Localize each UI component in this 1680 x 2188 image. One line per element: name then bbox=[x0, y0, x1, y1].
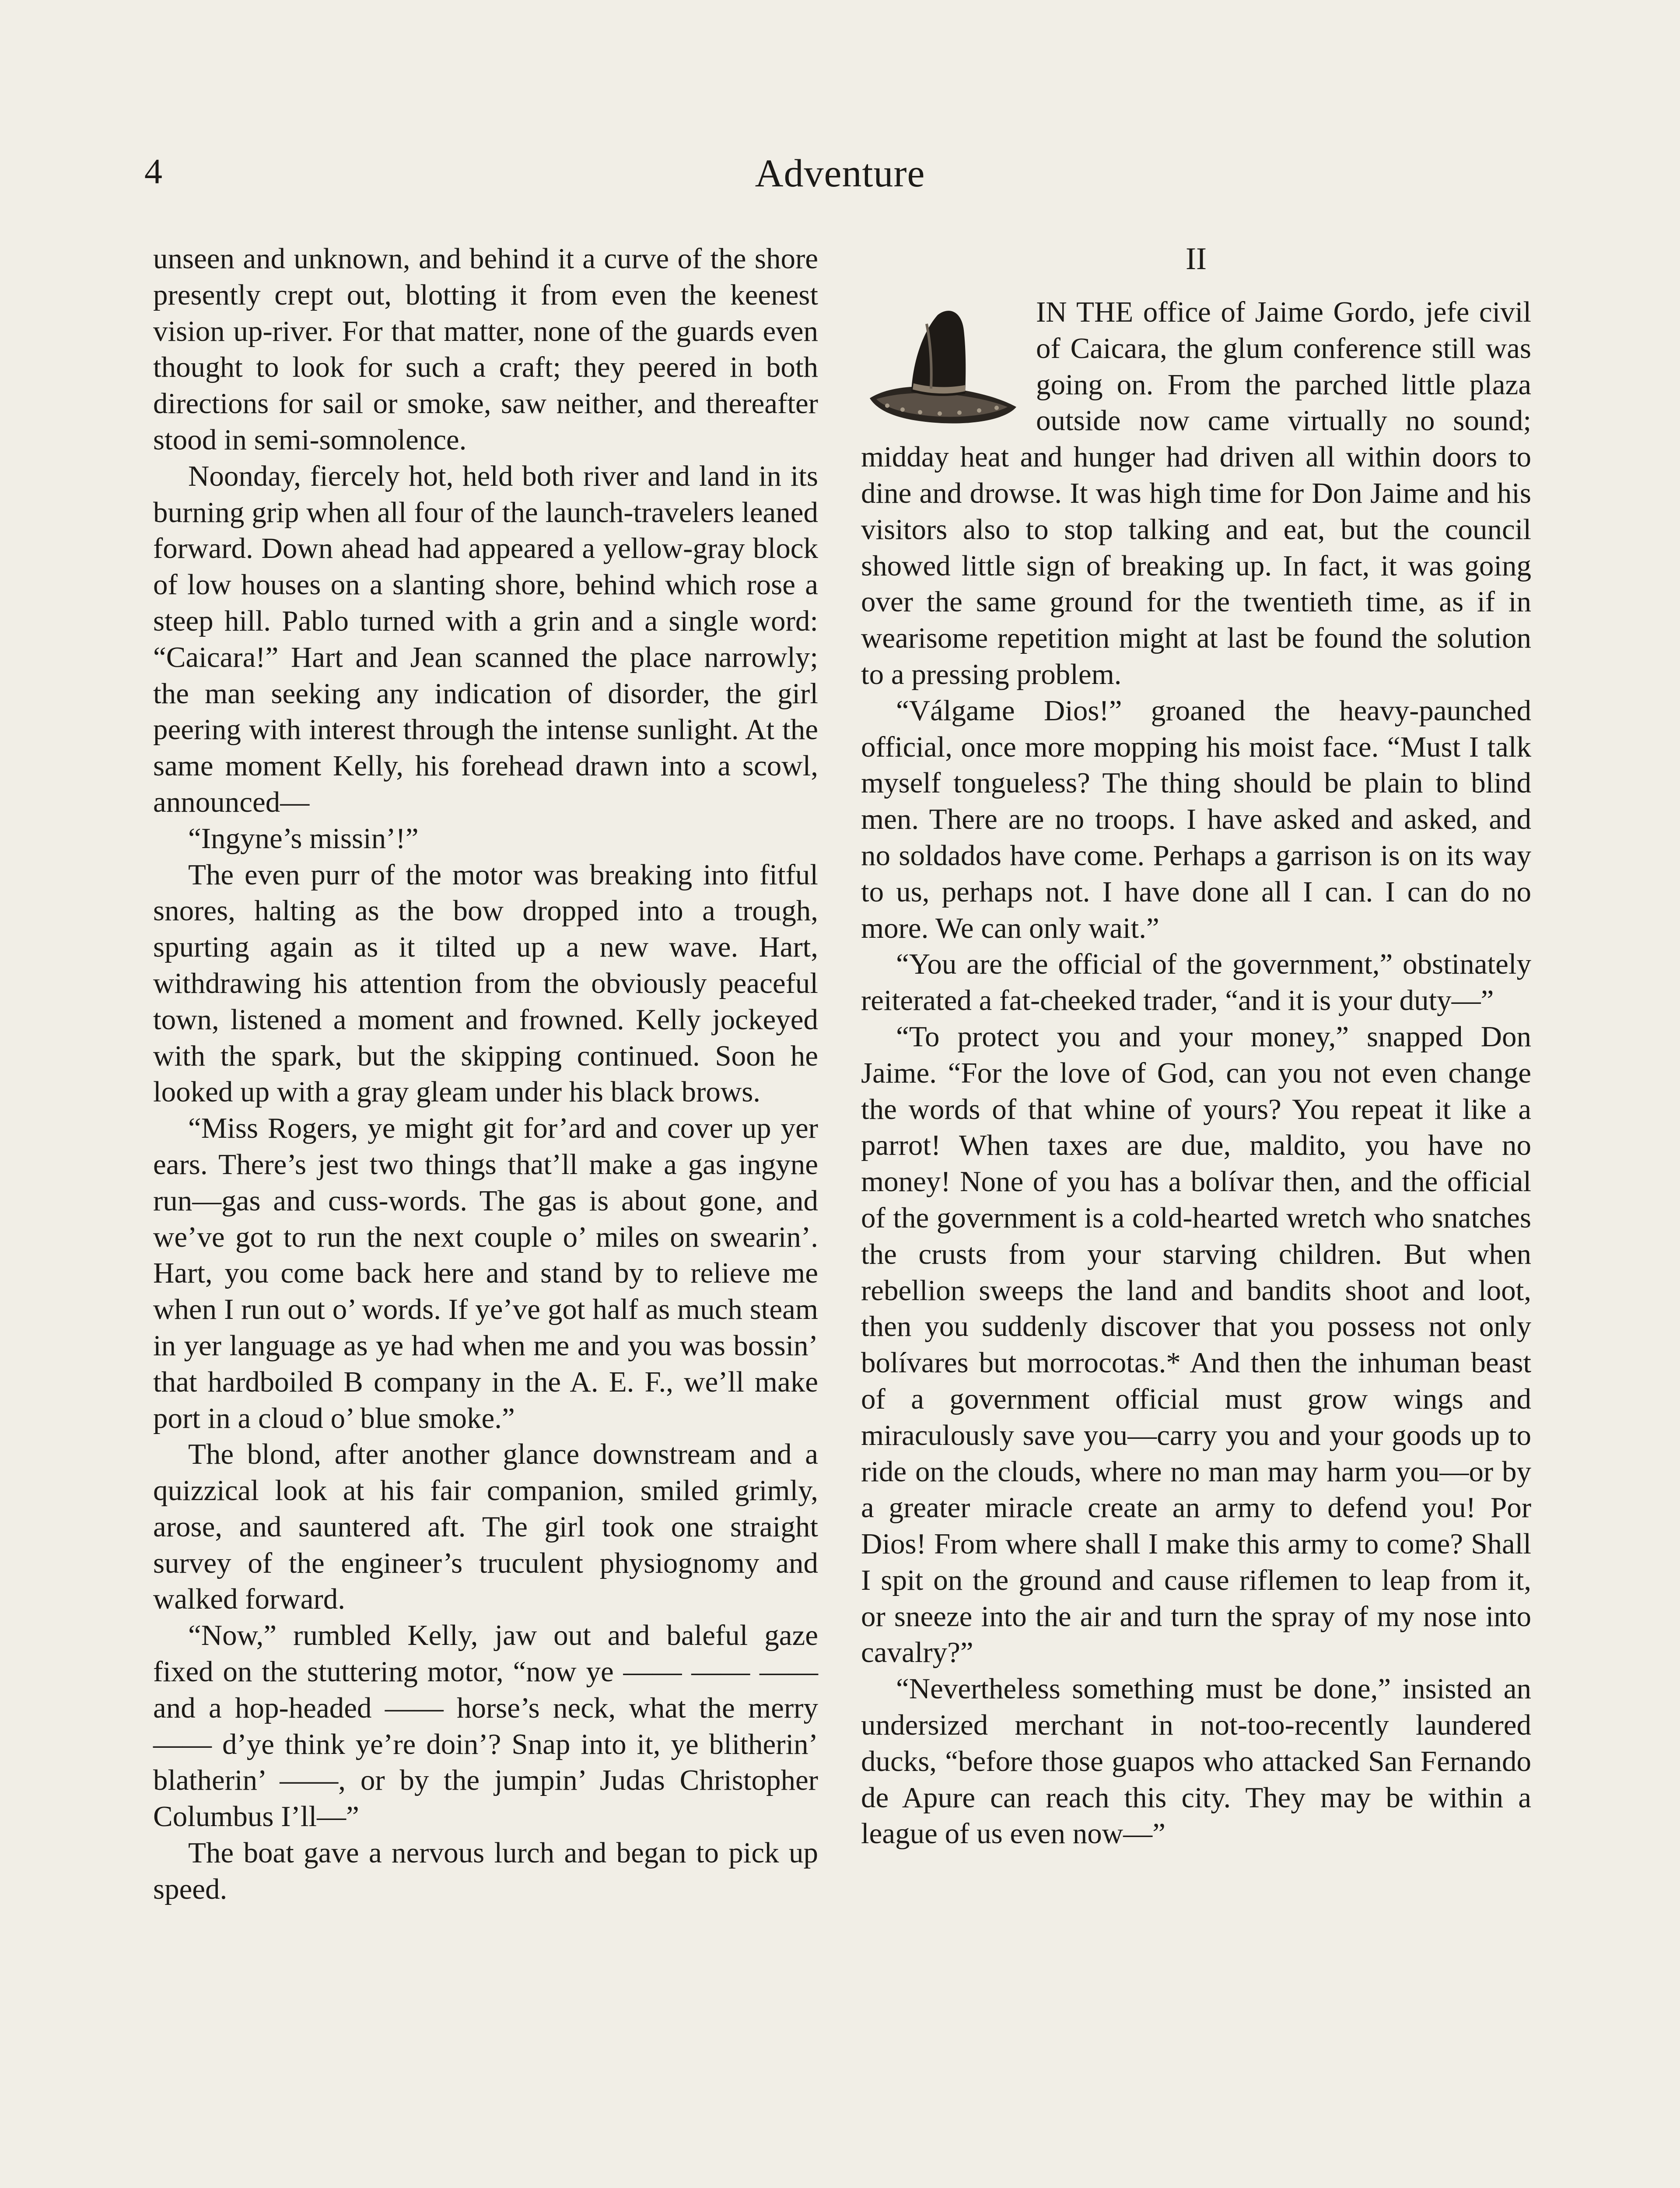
running-head-title: Adventure bbox=[755, 152, 925, 195]
sombrero-icon bbox=[861, 298, 1023, 429]
paragraph: “Válgame Dios!” groaned the heavy-paunched official, once more mopping his moist face. “Must I talk myself tongueless? The thing should be plain to blind men. There are no troops. I have asked and asked, and no soldados have come. Perhaps a garrison is on its way to us, perhaps not. I have done all I can. I can do no more. We can only wait.” bbox=[861, 694, 1531, 944]
paragraph: “Nevertheless something must be done,” insisted an undersized merchant in not-too-recently laundered ducks, “before those guapos who attacked San Fernando de Apure can reach this city. They may be within a league of us even now—” bbox=[861, 1673, 1531, 1850]
paragraph: “You are the official of the government,” obstinately reiterated a fat-cheeked trader, “and it is your duty—” bbox=[861, 948, 1531, 1017]
left-text-column bbox=[153, 241, 818, 1907]
paragraph: The blond, after another glance downstream and a quizzical look at his fair companion, smiled grimly, arose, and sauntered aft. The girl took one straight survey of the engineer’s truculent physiognomy and walked forward. bbox=[153, 1438, 818, 1616]
page-number: 4 bbox=[144, 151, 162, 191]
section-number: II bbox=[1186, 241, 1207, 276]
paragraph: “To protect you and your money,” snapped Don Jaime. “For the love of God, can you not even change the words of that whine of yours? You repeat it like a parrot! When taxes are due, maldito, you have no money! None of you has a bolívar then, and the official of the government is a cold-hearted wretch who snatches the crusts from your starving children. But when rebellion sweeps the land and bandits shoot and loot, then you suddenly discover that you possess not only bolívares but morrocotas.* And then the inhuman beast of a government official must grow wings and miraculously save you—carry you and your goods up to ride on the clouds, where no man may harm you—or by a greater miracle create an army to defend you! Por Dios! From where shall I make this army to come? Shall I spit on the ground and cause riflemen to leap from it, or sneeze into the air and turn the spray of my nose into cavalry?” bbox=[861, 1020, 1531, 1669]
right-text-column bbox=[861, 241, 1531, 1852]
paragraph: The even purr of the motor was breaking into fitful snores, halting as the bow dropped into a trough, spurting again as it tilted up a new wave. Hart, withdrawing his attention from the obviously peaceful town, listened a moment and frowned. Kelly jockeyed with the spark, but the skipping continued. Soon he looked up with a gray gleam under his black brows. bbox=[153, 858, 818, 1108]
paragraph: The boat gave a nervous lurch and began to pick up speed. bbox=[153, 1837, 818, 1905]
paragraph: “Now,” rumbled Kelly, jaw out and baleful gaze fixed on the stuttering motor, “now ye —— —— —— and a hop-headed —— horse’s neck, what the merry —— d’ye think ye’re doin’? Snap into it, ye blitherin’ blatherin’ ——, or by the jumpin’ Judas Christopher Columbus I’ll—” bbox=[153, 1619, 818, 1833]
paragraph: “Ingyne’s missin’!” bbox=[188, 822, 419, 855]
paragraph: “Miss Rogers, ye might git for’ard and cover up yer ears. There’s jest two things that’ll make a gas ingyne run—gas and cuss-words. The gas is about gone, and we’ve got to run the next couple o’ miles on swearin’. Hart, you come back here and stand by to relieve me when I run out o’ words. If ye’ve got half as much steam in yer language as ye had when me and you was bossin’ that hardboiled B company in the A. E. F., we’ll make port in a cloud o’ blue smoke.” bbox=[153, 1112, 818, 1434]
paragraph: Noonday, fiercely hot, held both river and land in its burning grip when all four of the launch-travelers leaned forward. Down ahead had appeared a yellow-gray block of low houses on a slanting shore, behind which rose a steep hill. Pablo turned with a grin and a single word: “Caicara!” Hart and Jean scanned the place narrowly; the man seeking any indication of disorder, the girl peering with interest through the intense sunlight. At the same moment Kelly, his forehead drawn into a scowl, announced— bbox=[153, 459, 818, 818]
paragraph: unseen and unknown, and behind it a curve of the shore presently crept out, blotting it from even the keenest vision up-river. For that matter, none of the guards even thought to look for such a craft; they peered in both directions for sail or smoke, saw neither, and thereafter stood in semi-somnolence. bbox=[153, 242, 818, 456]
paragraph: IN THE office of Jaime Gordo, jefe civil of Caicara, the glum conference still was going on. From the parched little plaza outside now came virtually no sound; midday heat and hunger had driven all within doors to dine and drowse. It was high time for Don Jaime and his visitors also to stop talking and eat, but the council showed little sign of breaking up. In fact, it was going over the same ground for the twentieth time, as if in wearisome repetition might at last be found the solution to a pressing problem. bbox=[861, 296, 1531, 691]
